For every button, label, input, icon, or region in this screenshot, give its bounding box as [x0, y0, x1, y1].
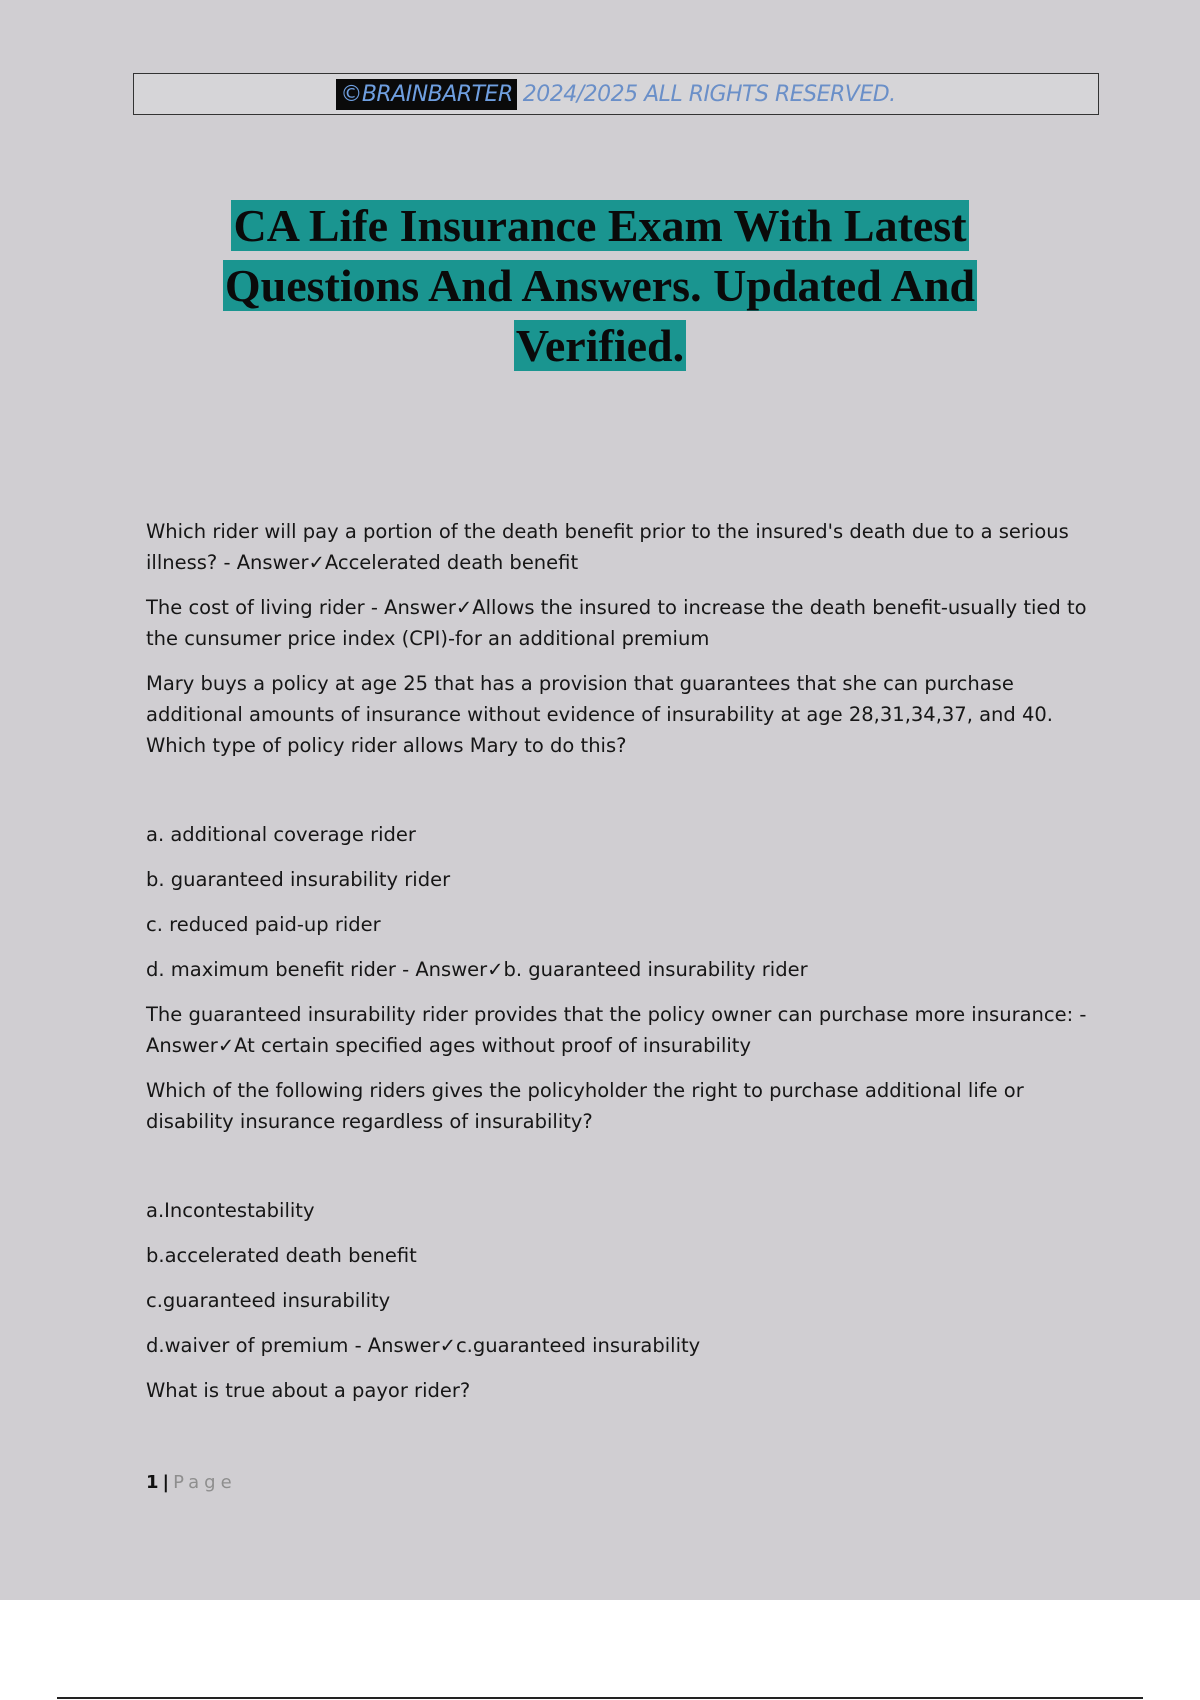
answer-option: b.accelerated death benefit — [146, 1244, 417, 1267]
rights-label: 2024/2025 ALL RIGHTS RESERVED. — [522, 81, 896, 107]
spacer — [146, 1137, 1096, 1195]
answer-option: c.guaranteed insurability — [146, 1289, 391, 1312]
qa-item: Which rider will pay a portion of the death benefit prior to the insured's death due to a serious illness? - Answer✓Accelerated death benefit — [146, 520, 1069, 574]
question-text: Which of the following riders gives the policyholder the right to purchase additional life or disability insurance regardless of insurability? — [146, 1079, 1024, 1133]
answer-option: d.waiver of premium - Answer✓c.guaranteed insurability — [146, 1334, 701, 1357]
title-line-1: CA Life Insurance Exam With Latest — [233, 200, 967, 251]
spacer — [146, 761, 1096, 819]
question-text: Mary buys a policy at age 25 that has a provision that guarantees that she can purchase additional amounts of insurance without evidence of insurability at age 28,31,34,37, and 40. Which type of policy rider allows Mary to do this? — [146, 672, 1054, 757]
question-text: What is true about a payor rider? — [146, 1379, 471, 1402]
answer-option: c. reduced paid-up rider — [146, 913, 381, 936]
title-line-3: Verified. — [515, 320, 685, 371]
page-footer — [146, 1472, 237, 1493]
qa-content — [146, 516, 1096, 1420]
footer-separator: | — [162, 1472, 170, 1493]
answer-option: d. maximum benefit rider - Answer✓b. guaranteed insurability rider — [146, 958, 808, 981]
copyright-header — [133, 73, 1099, 115]
answer-option: b. guaranteed insurability rider — [146, 868, 451, 891]
answer-option: a.Incontestability — [146, 1199, 315, 1222]
page-word: Page — [173, 1472, 237, 1493]
brand-label: ©BRAINBARTER — [336, 79, 516, 110]
qa-item: The cost of living rider - Answer✓Allows the insured to increase the death benefit-usually tied to the cunsumer price index (CPI)-for an additional premium — [146, 596, 1087, 650]
document-title — [100, 196, 1100, 376]
title-line-2: Questions And Answers. Updated And — [224, 260, 976, 311]
page-number: 1 — [146, 1472, 159, 1493]
answer-option: a. additional coverage rider — [146, 823, 416, 846]
qa-item: The guaranteed insurability rider provides that the policy owner can purchase more insurance: - Answer✓At certain specified ages without proof of insurability — [146, 1003, 1087, 1057]
bottom-divider — [57, 1697, 1143, 1699]
